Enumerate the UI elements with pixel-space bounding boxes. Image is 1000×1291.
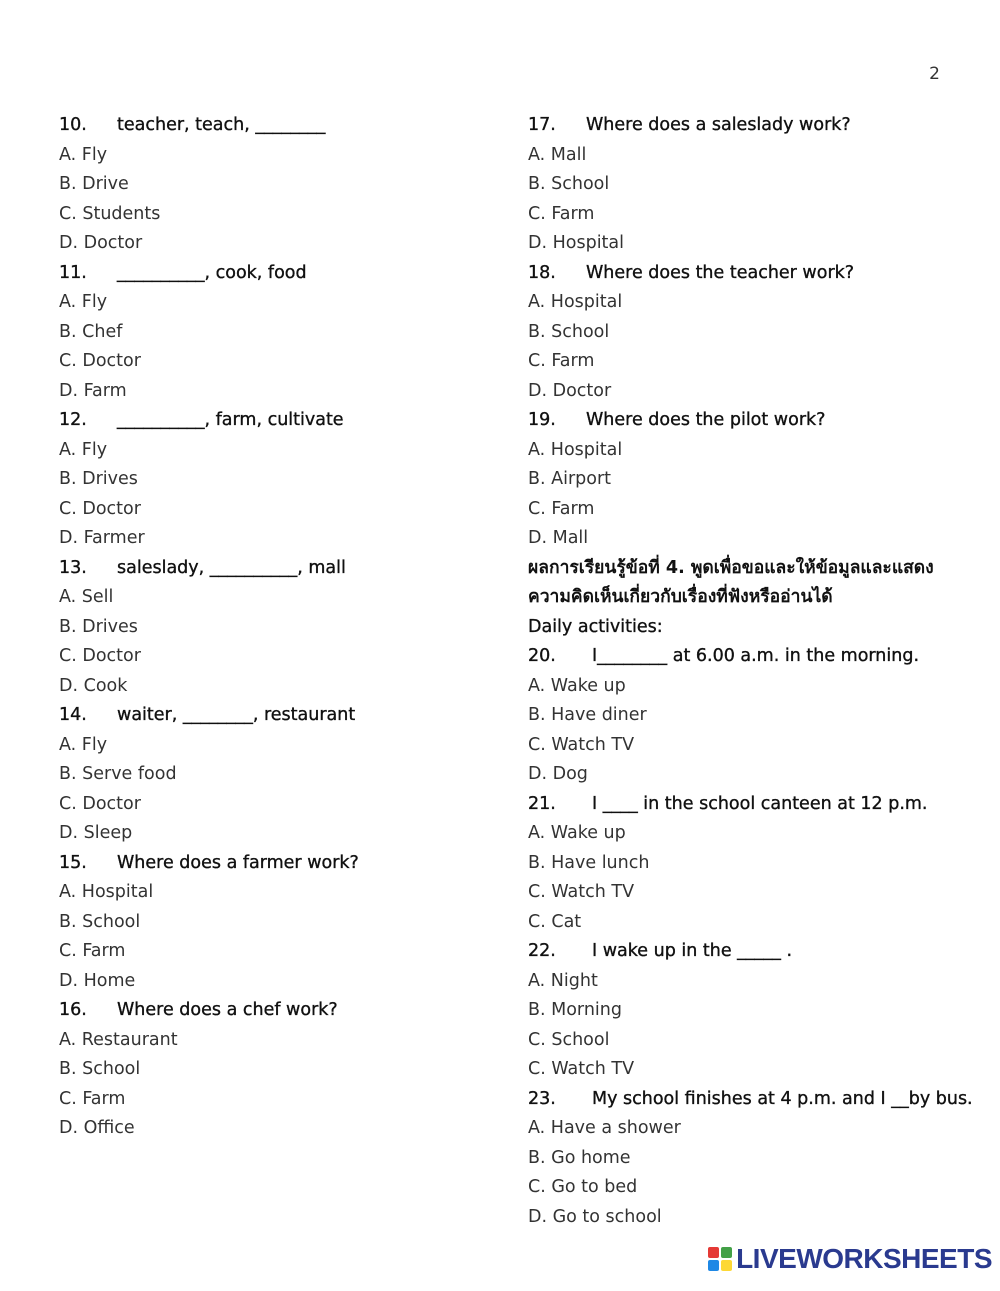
question-12 (59, 406, 479, 436)
answer-option: C. Doctor (59, 498, 141, 519)
question-number: 14. (59, 705, 87, 725)
answer-option: A. Have a shower (528, 1118, 681, 1138)
answer-option: C. Farm (528, 351, 595, 371)
answer-option: B. School (528, 321, 610, 342)
question-number: 16. (59, 1000, 87, 1020)
answer-option: C. Farm (59, 1088, 126, 1109)
question-19 (528, 406, 978, 436)
answer-option: A. Night (528, 970, 598, 991)
answer-option: C. Students (59, 203, 161, 224)
answer-option: C. Doctor (59, 793, 141, 814)
answer-option: B. Serve food (59, 764, 177, 784)
answer-option: A. Fly (59, 734, 108, 755)
answer-option: A. Mall (528, 144, 587, 165)
answer-option: D. Go to school (528, 1206, 662, 1227)
question-18 (528, 259, 978, 289)
question-text: I wake up in the _____ . (592, 941, 793, 961)
answer-option: A. Wake up (528, 823, 626, 843)
thai-heading-line-2: ความคิดเห็นเกี่ยวกับเรื่องที่ฟังหรืออ่านได้ (528, 587, 833, 607)
liveworksheets-logo (708, 1243, 992, 1275)
question-23 (528, 1085, 978, 1115)
answer-option: D. Farmer (59, 528, 145, 548)
question-number: 17. (528, 115, 556, 135)
question-10 (59, 111, 479, 141)
answer-option: A. Restaurant (59, 1029, 178, 1050)
answer-option: B. Drive (59, 174, 129, 194)
answer-option: B. Chef (59, 321, 123, 342)
question-text: waiter, ________, restaurant (117, 705, 356, 725)
answer-option: B. Drives (59, 469, 138, 489)
question-20 (528, 642, 978, 672)
logo-mark-icon (708, 1247, 732, 1271)
question-21 (528, 790, 978, 820)
question-text: __________, farm, cultivate (117, 410, 344, 430)
answer-option: B. School (59, 911, 141, 932)
answer-option: C. Watch TV (528, 882, 635, 902)
question-group-daily-activities (528, 642, 978, 1232)
question-group-occupations (528, 111, 978, 554)
question-14 (59, 701, 479, 731)
answer-option: C. Go to bed (528, 1177, 638, 1197)
question-13 (59, 554, 479, 584)
answer-option: B. Airport (528, 469, 612, 489)
logo-text: LIVEWORKSHEETS (736, 1243, 992, 1274)
answer-option: B. School (59, 1059, 141, 1079)
answer-option: A. Wake up (528, 675, 626, 696)
answer-option: A. Fly (59, 144, 108, 165)
answer-option: D. Sleep (59, 823, 133, 843)
question-22 (528, 937, 978, 967)
logo-square-yellow (721, 1260, 732, 1271)
logo-square-red (708, 1247, 719, 1258)
answer-option: D. Dog (528, 764, 588, 784)
answer-option: D. Mall (528, 528, 589, 548)
answer-option: D. Office (59, 1118, 135, 1138)
answer-option: D. Doctor (59, 233, 143, 253)
question-11 (59, 259, 479, 289)
answer-option: B. Morning (528, 1000, 622, 1020)
question-number: 21. (528, 793, 556, 814)
question-number: 15. (59, 852, 87, 873)
question-text: Where does a chef work? (117, 1000, 338, 1020)
question-text: saleslady, __________, mall (117, 557, 346, 578)
answer-option: A. Hospital (528, 439, 623, 460)
answer-option: C. Watch TV (528, 734, 635, 755)
question-text: My school finishes at 4 p.m. and I __by bus. (592, 1088, 973, 1109)
question-number: 11. (59, 262, 87, 283)
answer-option: C. Watch TV (528, 1059, 635, 1079)
answer-option: C. Farm (528, 498, 595, 519)
answer-option: C. Doctor (59, 646, 141, 666)
answer-option: C. Doctor (59, 351, 141, 371)
answer-option: B. Have lunch (528, 852, 650, 873)
answer-option: A. Sell (59, 587, 114, 607)
answer-option: B. Drives (59, 616, 138, 637)
answer-option: B. School (528, 174, 610, 194)
thai-heading-line-1: ผลการเรียนรู้ข้อที่ 4. พูดเพื่อขอและให้ข้อมูลและแสดง (528, 557, 934, 578)
question-text: Where does the teacher work? (586, 262, 855, 283)
left-column (59, 111, 479, 1144)
question-text: Where does a saleslady work? (586, 115, 851, 135)
question-text: I________ at 6.00 a.m. in the morning. (592, 646, 920, 666)
question-number: 19. (528, 410, 556, 430)
logo-square-green (721, 1247, 732, 1258)
question-text: __________, cook, food (117, 262, 307, 283)
question-text: Where does the pilot work? (586, 410, 826, 430)
answer-option: B. Go home (528, 1147, 631, 1168)
answer-option: D. Farm (59, 380, 127, 401)
answer-option: A. Fly (59, 292, 108, 312)
question-text: I ____ in the school canteen at 12 p.m. (592, 793, 928, 814)
answer-option: C. School (528, 1029, 610, 1050)
answer-option: D. Cook (59, 675, 128, 696)
question-16 (59, 996, 479, 1026)
answer-option: A. Fly (59, 439, 108, 460)
answer-option: C. Farm (528, 203, 595, 224)
answer-option: B. Have diner (528, 705, 647, 725)
question-number: 23. (528, 1088, 556, 1109)
section-title: Daily activities: (528, 616, 663, 637)
question-17 (528, 111, 978, 141)
question-number: 10. (59, 115, 87, 135)
answer-option: C. Cat (528, 911, 582, 932)
question-number: 18. (528, 262, 556, 283)
question-number: 20. (528, 646, 556, 666)
question-number: 12. (59, 410, 87, 430)
answer-option: D. Home (59, 970, 136, 991)
answer-option: D. Doctor (528, 380, 612, 401)
question-text: teacher, teach, ________ (117, 115, 326, 135)
question-number: 22. (528, 941, 556, 961)
logo-square-blue (708, 1260, 719, 1271)
page-number: 2 (929, 64, 940, 84)
question-text: Where does a farmer work? (117, 852, 359, 873)
right-column (528, 111, 978, 1232)
answer-option: A. Hospital (59, 882, 154, 902)
question-15 (59, 849, 479, 879)
answer-option: C. Farm (59, 941, 126, 961)
question-number: 13. (59, 557, 87, 578)
answer-option: D. Hospital (528, 233, 625, 253)
answer-option: A. Hospital (528, 292, 623, 312)
